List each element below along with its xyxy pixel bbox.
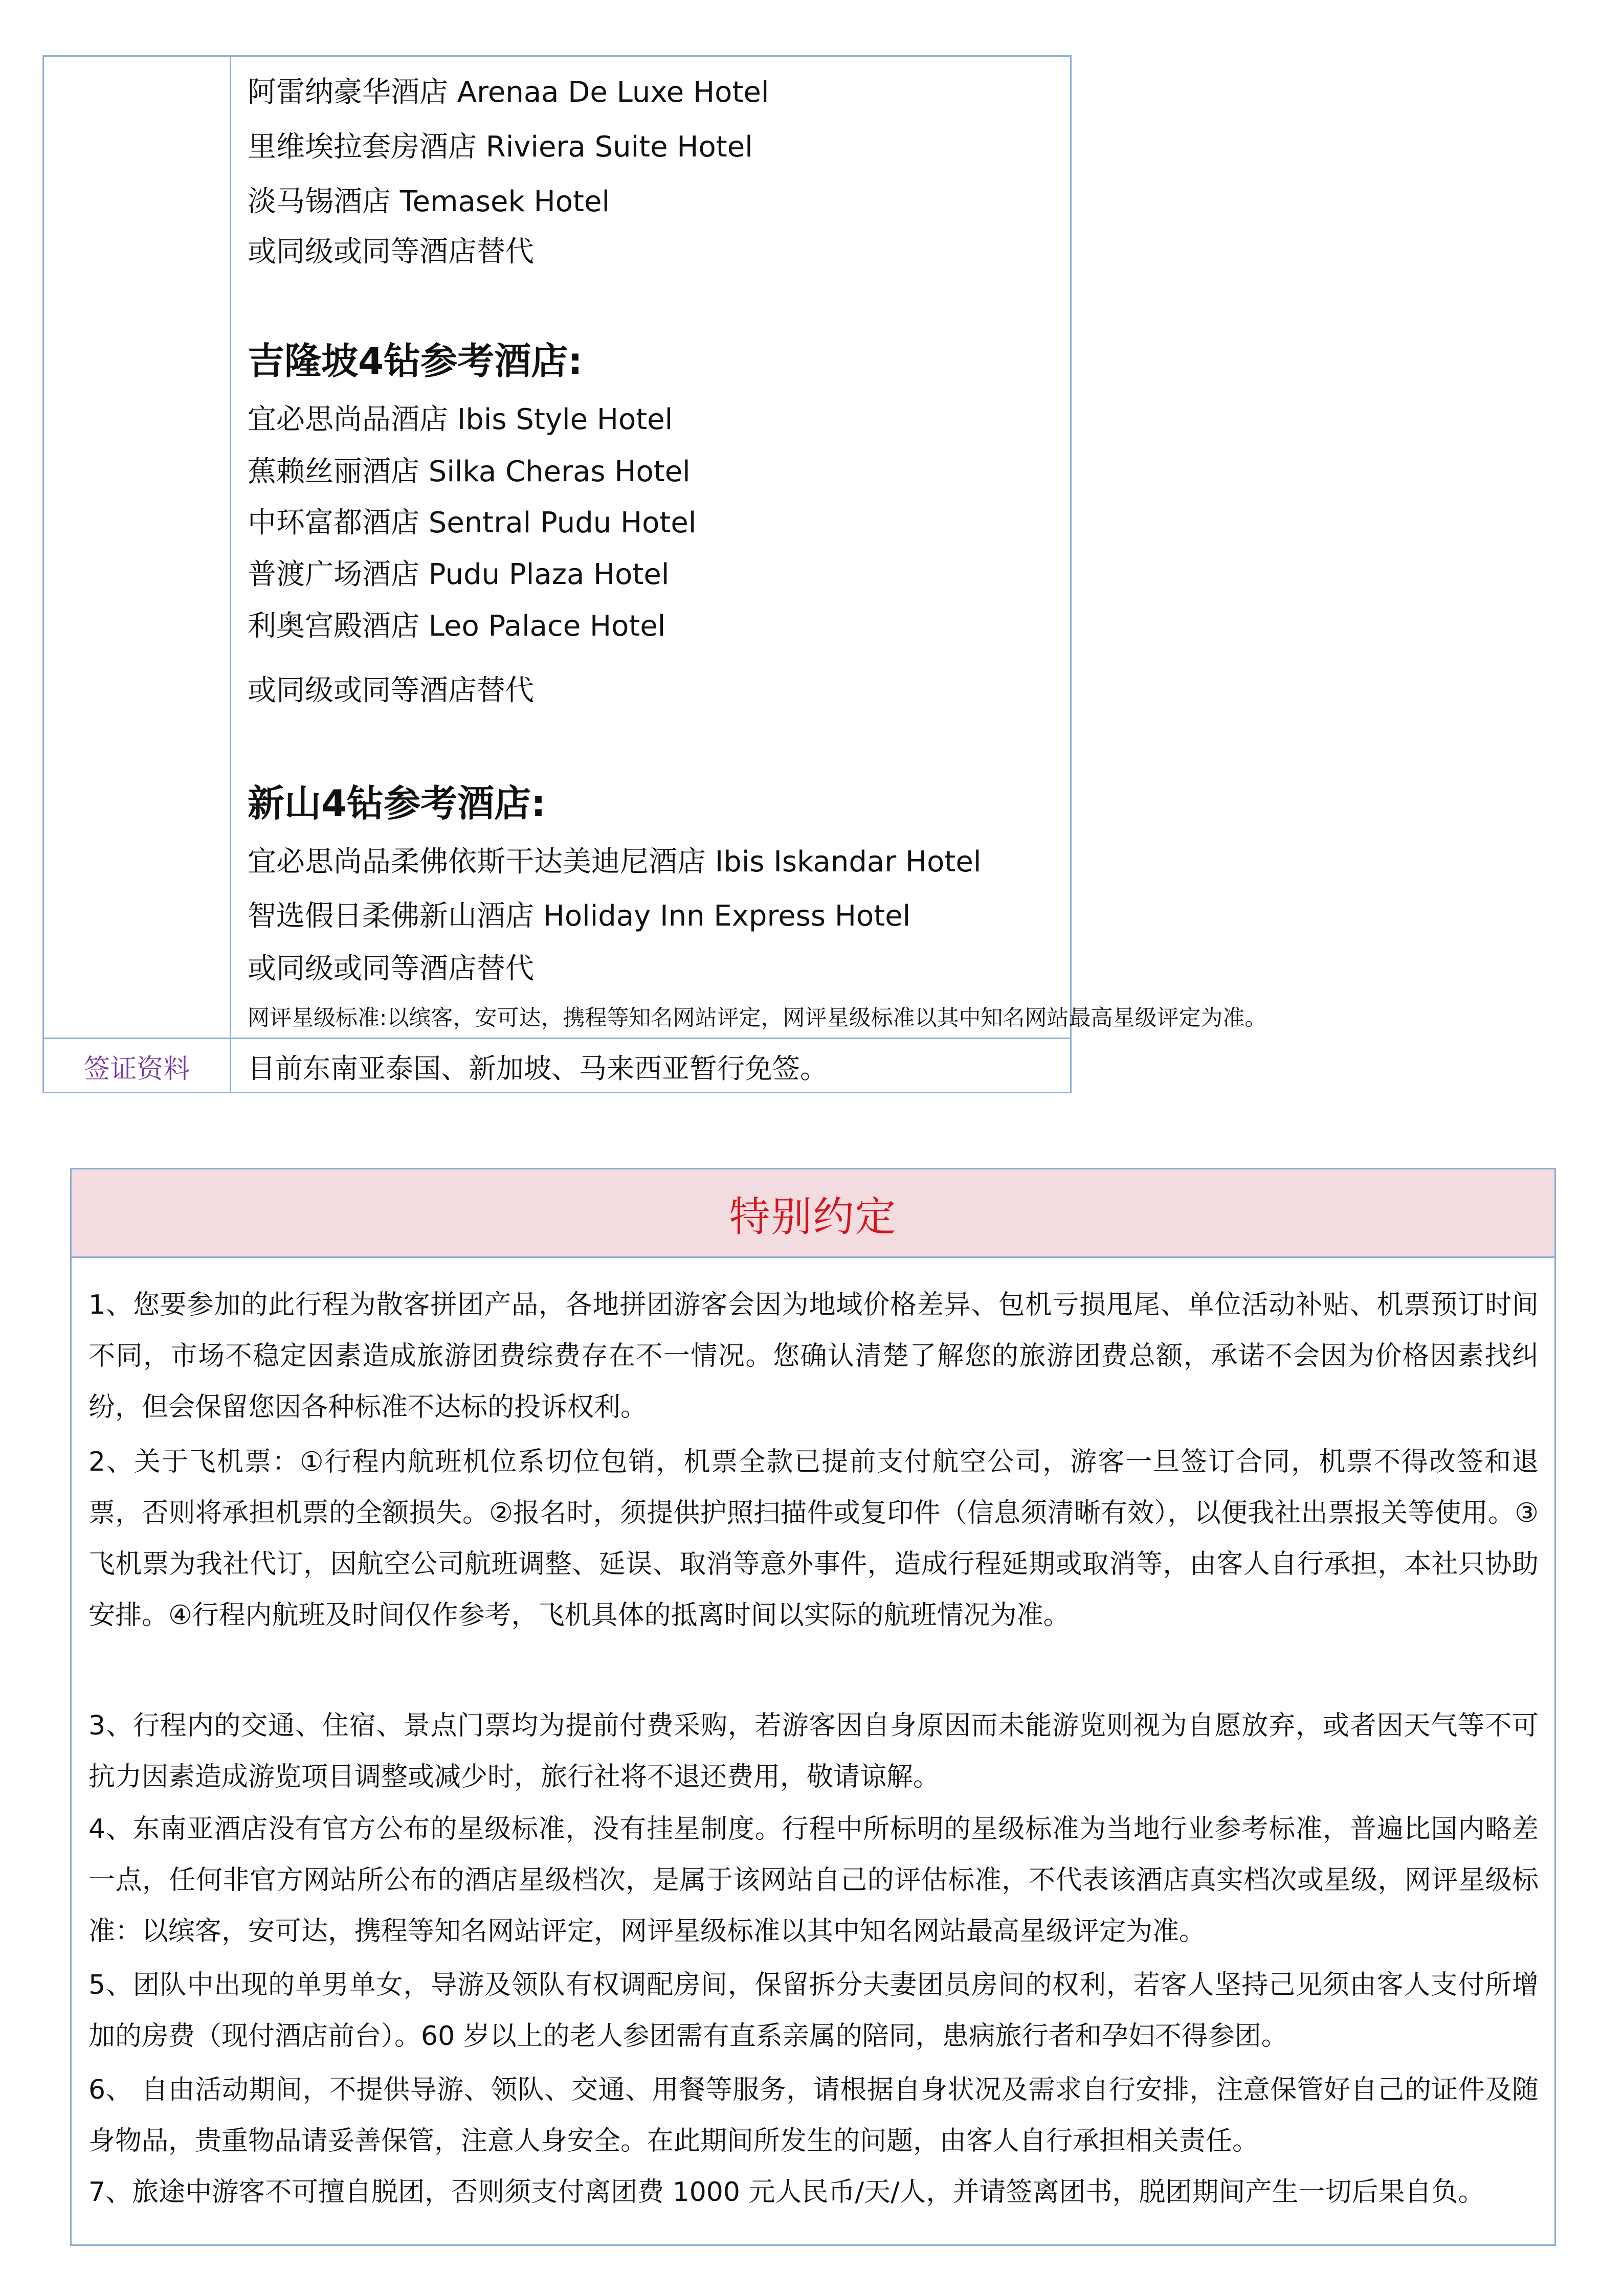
term-item: 1、您要参加的此行程为散客拼团产品，各地拼团游客会因为地域价格差异、包机亏损甩尾、单位活动补贴、机票预订时间不同，市场不稳定因素造成旅游团费综费存在不一情况。您确认清楚了解您的旅游团费总额，承诺不会因为价格因素找纠纷，但会保留您因各种标准不达标的投诉权利。 <box>88 1290 1539 1423</box>
hotel-line: 淡马锡酒店 Temasek Hotel <box>248 185 610 218</box>
term-item: 6、 自由活动期间，不提供导游、领队、交通、用餐等服务，请根据自身状况及需求自行安排，注意保管好自己的证件及随身物品，贵重物品请妥善保管，注意人身安全。在此期间所发生的问题，由客人自行承担相关责任。 <box>88 2075 1539 2156</box>
visa-label: 签证资料 <box>83 1053 190 1085</box>
term-item: 7、旅途中游客不可擅自脱团，否则须支付离团费 1000 元人民币/天/人，并请签离团书，脱团期间产生一切后果自负。 <box>88 2177 1485 2208</box>
hotel-substitute-note: 或同级或同等酒店替代 <box>248 235 534 268</box>
rating-standard-note: 网评星级标准:以缤客，安可达，携程等知名网站评定，网评星级标准以其中知名网站最高星级评定为准。 <box>248 1005 1267 1031</box>
special-terms-box <box>70 1168 1556 2246</box>
term-item: 2、关于飞机票：①行程内航班机位系切位包销，机票全款已提前支付航空公司，游客一旦签订合同，机票不得改签和退票，否则将承担机票的全额损失。②报名时，须提供护照扫描件或复印件（信息须清晰有效），以便我社出票报关等使用。③飞机票为我社代订，因航空公司航班调整、延误、取消等意外事件，造成行程延期或取消等，由客人自行承担，本社只协助安排。④行程内航班及时间仅作参考，飞机具体的抵离时间以实际的航班情况为准。 <box>88 1447 1539 1631</box>
hotel-substitute-note: 或同级或同等酒店替代 <box>248 952 534 985</box>
kl-hotels-heading: 吉隆坡4钻参考酒店: <box>248 340 583 382</box>
hotel-line: 普渡广场酒店 Pudu Plaza Hotel <box>248 558 670 591</box>
hotel-line: 蕉赖丝丽酒店 Silka Cheras Hotel <box>248 455 691 488</box>
special-terms-title: 特别约定 <box>729 1192 897 1241</box>
term-item: 5、团队中出现的单男单女，导游及领队有权调配房间，保留拆分夫妻团员房间的权利，若客人坚持己见须由客人支付所增加的房费（现付酒店前台）。60 岁以上的老人参团需有直系亲属的陪同，患病旅行者和孕妇不得参团。 <box>88 1970 1539 2052</box>
hotel-line: 利奥宫殿酒店 Leo Palace Hotel <box>248 610 666 643</box>
hotel-line: 宜必思尚品酒店 Ibis Style Hotel <box>248 403 673 436</box>
special-terms-header <box>72 1169 1554 1258</box>
visa-info: 目前东南亚泰国、新加坡、马来西亚暂行免签。 <box>248 1052 828 1085</box>
hotel-line: 宜必思尚品柔佛依斯干达美迪尼酒店 Ibis Iskandar Hotel <box>248 845 982 879</box>
hotel-line: 中环富都酒店 Sentral Pudu Hotel <box>248 506 697 539</box>
term-item: 4、东南亚酒店没有官方公布的星级标准，没有挂星制度。行程中所标明的星级标准为当地行业参考标准，普遍比国内略差一点，任何非官方网站所公布的酒店星级档次，是属于该网站自己的评估标准，不代表该酒店真实档次或星级，网评星级标准：以缤客，安可达，携程等知名网站评定，网评星级标准以其中知名网站最高星级评定为准。 <box>88 1814 1539 1947</box>
column-divider <box>230 57 231 1092</box>
hotel-table <box>42 55 1267 1093</box>
hotel-line: 智选假日柔佛新山酒店 Holiday Inn Express Hotel <box>248 899 911 933</box>
jb-hotels-heading: 新山4钻参考酒店: <box>248 782 546 825</box>
hotel-substitute-note: 或同级或同等酒店替代 <box>248 674 534 707</box>
term-item: 3、行程内的交通、住宿、景点门票均为提前付费采购，若游客因自身原因而未能游览则视为自愿放弃，或者因天气等不可抗力因素造成游览项目调整或减少时，旅行社将不退还费用，敬请谅解。 <box>88 1710 1539 1792</box>
hotel-line: 阿雷纳豪华酒店 Arenaa De Luxe Hotel <box>248 76 769 109</box>
hotel-line: 里维埃拉套房酒店 Riviera Suite Hotel <box>248 130 753 164</box>
